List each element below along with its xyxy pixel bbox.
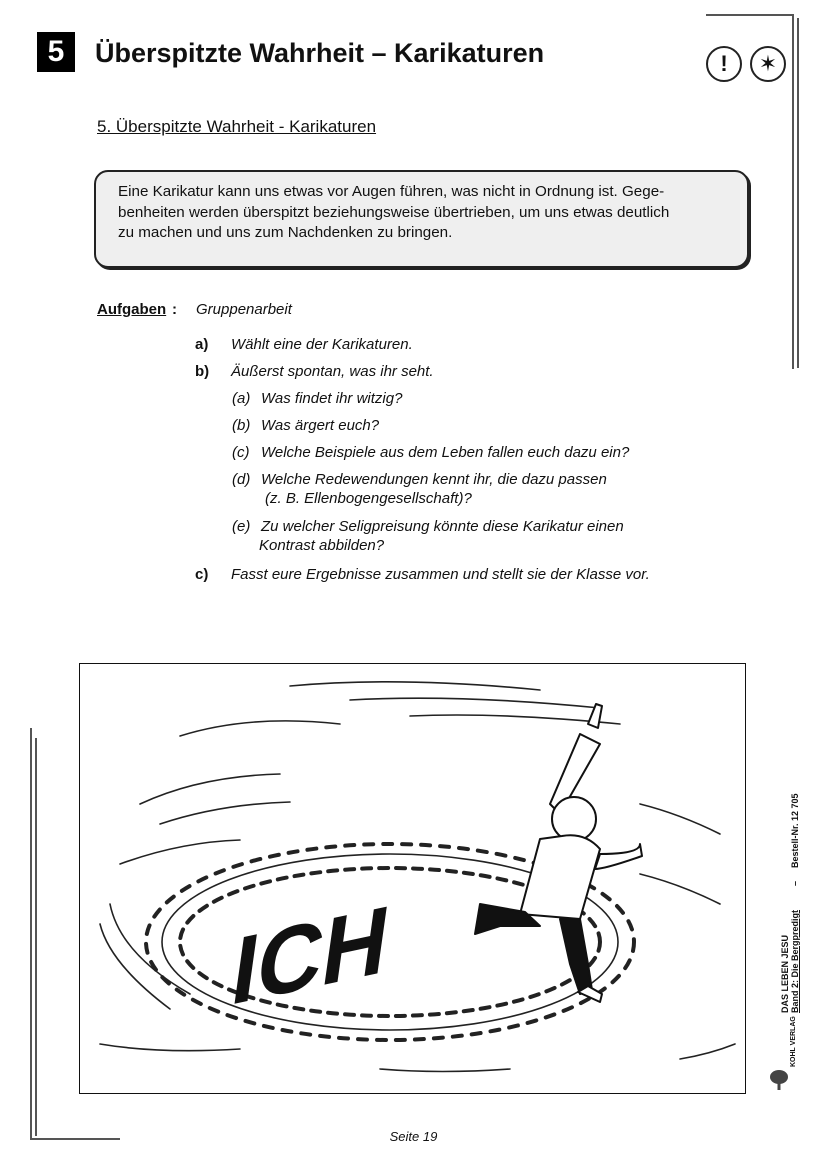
task-marker: b) [195,363,210,380]
info-line: Eine Karikatur kann uns etwas vor Augen führen, was nicht in Ordnung ist. Gege- [118,183,665,200]
subtask-text: Kontrast abbilden? [259,537,385,554]
frame-line [35,738,37,1136]
subtask-text: Zu welcher Seligpreisung könnte diese Karikatur einen [261,518,624,535]
subtask-label: (e) [232,518,251,535]
section-heading: 5. Überspitzte Wahrheit - Karikaturen [97,117,377,136]
task-marker: c) [195,566,209,583]
publisher-name: KOHL VERLAG [790,1016,797,1067]
tasks-label: Aufgaben [97,301,167,318]
chapter-number: 5 [37,32,75,72]
info-line: benheiten werden überspitzt beziehungsweise übertrieben, um uns etwas deutlich [118,203,670,221]
subtask-text: (z. B. Ellenbogengesellschaft)? [265,490,472,507]
task-text: Fasst eure Ergebnisse zusammen und stellt sie der Klasse vor. [231,566,650,583]
subtask-label: (d) [232,471,251,488]
subtask-text: Welche Beispiele aus dem Leben fallen euch dazu ein? [261,444,630,461]
cartoon-image [79,663,746,1094]
subtask-text: Was ärgert euch? [261,417,380,434]
page-number: Seite 19 [389,1129,438,1144]
task-text: Äußerst spontan, was ihr seht. [231,363,434,380]
star-icon: ✶ [750,46,786,82]
subtask-text: Was findet ihr witzig? [261,390,403,407]
sidebar-dash: – [790,880,800,886]
frame-line [30,728,32,1138]
info-box [94,170,749,268]
info-line: zu machen und uns zum Nachdenken zu bringen. [118,224,453,241]
page-title: Überspitzte Wahrheit – Karikaturen [95,38,545,68]
subtask-label: (b) [232,417,251,434]
frame-line [797,18,799,368]
frame-line [706,14,792,16]
subtask-text: Welche Redewendungen kennt ihr, die dazu passen [261,471,607,488]
exclamation-icon: ! [706,46,742,82]
subtask-label: (a) [232,390,251,407]
task-text: Wählt eine der Karikaturen. [231,336,413,353]
volume-title: Band 2: Die Bergpredigt [790,909,800,1013]
publisher-logo-icon [768,1068,790,1092]
frame-line [792,14,794,369]
series-title: DAS LEBEN JESU [780,934,790,1013]
subtask-label: (c) [232,444,250,461]
cartoon-illustration [80,664,744,1092]
tasks-mode: Gruppenarbeit [196,301,292,318]
order-number: Bestell-Nr. 12 705 [790,793,800,868]
cartoon-word: ICH [225,885,396,1027]
tasks-colon: : [172,301,177,318]
task-marker: a) [195,336,209,353]
